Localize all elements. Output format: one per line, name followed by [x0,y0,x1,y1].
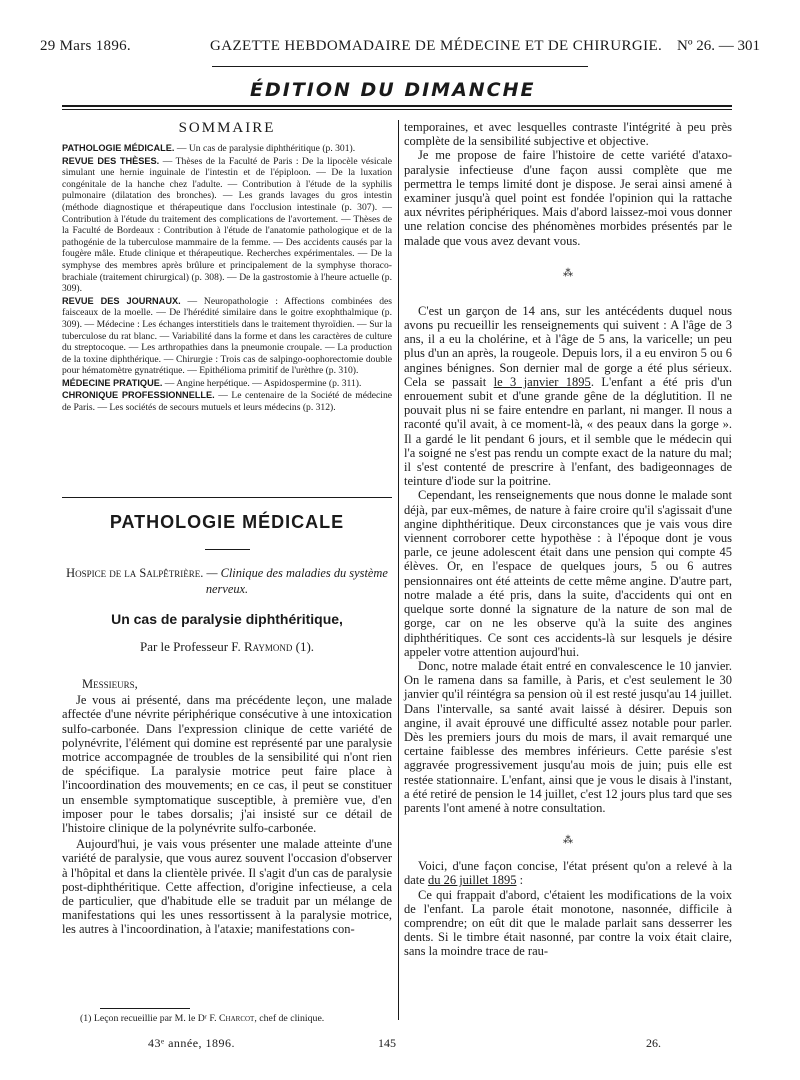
sommaire-entry [62,296,392,377]
footnote-name: Charcot [219,1013,255,1024]
edition-title: ÉDITION DU DIMANCHE [250,79,536,101]
underlined-date: le 3 janvier 1895 [493,374,591,389]
paragraph: temporaines, et avec lesquelles contraste l'intégrité à peu près complète de la sensibilité subjective et objective. [404,120,732,149]
paragraph: Je vous ai présenté, dans ma précédente leçon, une malade affectée d'une névrite périphérique consécutive à une intoxication sulfo-carbonée. Dans l'expression clinique de cette variété de polynévrite, l'élément qui domine est représenté par une paralysie motrice accompagnée de troubles de la sensibilité qui n'ont rien de spécifique. La paralysie motrice peut faire place à l'incoordination des mouvements; en ce cas, il peut se constituer un ensemble symptomatique susceptible, à première vue, d'en imposer pour le tabes dorsalis; j'ai insisté sur ce détail de l'histoire clinique de la polynévrite sulfo-carbonée. [62,693,392,836]
sommaire-title: SOMMAIRE [178,120,276,136]
sommaire-list [62,143,392,414]
footnote-rule [100,1008,190,1009]
footnote-suffix: , chef de clinique. [254,1013,325,1024]
sommaire-entry [62,390,392,413]
sommaire-heading: REVUE DES JOURNAUX. [62,295,181,306]
section-asterism: ⁂ [563,267,573,279]
hospice-clinic: — Clinique des maladies du système nerveux. [203,566,388,596]
edition-rule-bottom [62,109,732,110]
paragraph: Je me propose de faire l'histoire de cette variété d'ataxo-paralysie infectieuse d'une façon aussi complète que me permettra le temps limité dont je dispose. Je serai ainsi amené à examiner jusqu'à quel point est fondée l'opinion qui la rattache aux névrites périphériques. Mais d'abord laissez-moi vous donner une relation concise des phénomènes morbides présentés par le malade que vous avez devant vous. [404,148,732,248]
sommaire-text: — Un cas de paralysie diphthéritique (p. 301). [174,143,356,154]
section-asterism: ⁂ [563,835,573,847]
section-title: PATHOLOGIE MÉDICALE [109,512,345,532]
sommaire-entry [62,378,392,390]
sheet-number: 26. [646,1036,661,1050]
article-title: Un cas de paralysie diphthéritique, [111,611,343,627]
article-left-column [62,677,392,937]
edition-rule-top [62,105,732,107]
page-number: 145 [378,1036,396,1050]
sommaire-block [62,120,392,415]
section-rule [205,549,250,550]
sommaire-heading: PATHOLOGIE MÉDICALE. [62,143,175,153]
text-run: : [516,873,524,888]
header-rule [212,66,588,67]
hospice-place: Hospice de la Salpêtrière. [66,566,204,580]
sommaire-heading: MÉDECINE PRATIQUE. [62,377,163,388]
paragraph: Donc, notre malade était entré en convalescence le 10 janvier. On le ramena dans sa famille, à Paris, et c'est seulement le 30 janvier qu'il réintégra sa pension où il est resté jusqu'au 14 juillet. Dans l'intervalle, sa santé avait laissé à désirer. Depuis son angine, il avait éprouvé une difficulté assez notable pour parler. Dès les premiers jours du mois de mars, il avait remarqué une certaine faiblesse des membres inférieurs. Cette parésie s'est aggravée progressivement jusqu'au mois de juin; puis elle est restée stationnaire. L'enfant, ainsi que je vous le disais à l'instant, a été retiré de pension le 14 juillet, c'est 12 jours plus tard que ses parents l'ont amené à notre consultation. [404,658,732,815]
paragraph: Cependant, les renseignements que nous donne le malade sont déjà, par eux-mêmes, de nature à faire croire qu'il s'agissait d'une angine diphthéritique. Deux circonstances que je vais vous dire viennent corroborer cette hypothèse : à l'époque dont je vous parle, ce jeune adolescent était dans une pension qui compte 45 élèves. Or, en l'espace de quelques jours, 5 ou 6 autres pensionnaires ont été atteints de cette même angine. D'autre part, notre malade a été pris, dans la suite, d'accidents qui ont en quelque sorte donné la signature de la nature de son mal de gorge, car on ne les observe qu'à la suite des angines diphthéritiques. Ce sont ces accidents-là sur lesquels je désire appeler votre attention aujourd'hui. [404,488,732,659]
column-divider [398,120,399,1020]
footnote [80,1013,380,1024]
page-footer [40,1036,760,1052]
paragraph [404,859,732,887]
author-name: Raymond [244,639,293,654]
volume-year: 43ᵉ année, 1896. [148,1036,236,1050]
issue-number: Nº 26. — 301 [677,38,760,54]
sommaire-entry [62,143,392,155]
running-header [40,38,760,58]
hospice-line [62,565,392,597]
underlined-date: du 26 juillet 1895 [427,873,517,888]
text-run: Voici, d'une façon concise, l'état présent qu'on a relevé à la date [404,859,732,888]
sommaire-text: — Le centenaire de la Société de médecine de Paris. — Les sociétés de secours mutuels et leurs médecins (p. 312). [62,390,393,414]
author-suffix: (1). [292,639,315,654]
sommaire-text: — Angine herpétique. — Aspidospermine (p. 311). [162,377,362,389]
article-author [62,639,392,655]
text-run: . L'enfant a été pris d'un enrouement subit et d'une grande gêne de la déglutition. Il ne pouvait plus ni se faire entendre en parlant, ni manger. Il nous a raconté qu'il avait, à ce moment-là, « des peaux dans la gorge ». Il a gardé le lit pendant 6 jours, et il semble que le médecin qui l'a soigné ne s'est pas rendu un compte exact de la nature du mal; il s'est contenté de prescrire à l'enfant, des badigeonnages de teinture d'iode sur la poitrine. [404,374,732,489]
issue-date: 29 Mars 1896. [40,38,131,54]
paragraph: Aujourd'hui, je vais vous présenter une malade atteinte d'une variété de paralysie, que vous aurez souvent l'occasion d'observer à l'hôpital et dans la clientèle privée. Il s'agit d'un cas de paralysie post-diphthéritique. Cette affection, d'origine infectieuse, a cela de particulier, que d'habitude elle se traduit par un mélange de manifestations qui les unes ressortissent à la paralysie motrice, les autres à l'incoordination, à l'ataxie; manifestations con- [62,837,392,937]
footnote-text: (1) Leçon recueillie par M. le Dʳ F. [80,1013,219,1024]
salutation: Messieurs, [82,677,138,691]
paragraph [404,304,732,489]
sommaire-rule [62,497,392,498]
paragraph: Ce qui frappait d'abord, c'étaient les modifications de la voix de l'enfant. La parole était monotone, nasonnée, difficile à comprendre; on eût dit que le malade parlait sans desserrer les dents. Si le timbre était nasonné, par contre la voix était claire, sans la moindre trace de rau- [404,887,732,959]
author-prefix: Par le Professeur F. [139,639,244,654]
sommaire-heading: CHRONIQUE PROFESSIONNELLE. [62,390,215,401]
sommaire-heading: REVUE DES THÈSES. [62,155,160,166]
sommaire-text: — Thèses de la Faculté de Paris : De la lipocèle vésicale simulant une hernie inguinale de l'intestin et de l'épiploon. — De la luxation congénitale de la hanche chez l'adulte. — Contribution à l'étude de la syphilis pulmonaire (dilatation des bronches). — Les grands lavages du gros intestin (méthode diagnostique et thérapeutique dans l'occlusion intestinale (p. 307). — Contribution à l'étude du traitement des complications de l'avortement. — Thèses de la Faculté de Bordeaux : Contribution à l'étude de l'anatomie pathologique et de la pathogénie de la tuberculose mammaire de la femme. — Des accidents causés par la fougère mâle. Etude clinique et thérapeutique. Recherches expérimentales. — De la symphyse des membres après brûlure et principalement de la symphyse thoraco-brachiale (traitement chirurgical) (p. 308). — De la gastrostomie à l'heure actuelle (p. 309). [62,155,392,295]
journal-title: GAZETTE HEBDOMADAIRE DE MÉDECINE ET DE CHIRURGIE. [210,38,663,54]
article-right-column [404,120,732,959]
sommaire-text: — Neuropathologie : Affections combinées des faisceaux de la moelle. — De l'hérédité similaire dans le goitre exophthalmique (p. 309). — Médecine : Les échanges interstitiels dans le traitement thyroïdien. — Sur la tuberculose du rat blanc. — Variabilité dans la forme et dans les caractères de culture du streptocoque. — Les arthropathies dans la pneumonie croupale. — La production de la toxine diphthérique. — Chirurgie : Trois cas de salpingo-oophorectomie double pour hématomètre gynatrétique. — Epithélioma primitif de l'urèthre (p. 310). [62,295,392,377]
sommaire-entry [62,156,392,295]
text-run: C'est un garçon de 14 ans, sur les antécédents duquel nous avons pu recueillir les renseignements qui suivent : A l'âge de 3 ans, il a eu la cholérine, et à l'âge de 5 ans, la varicelle; un peu plus d'un an après, la rougeole. Depuis lors, il a eu environ 5 ou 6 angines bénignes. Son dernier mal de gorge a été plus sérieux. Cela se passait [404,303,732,389]
